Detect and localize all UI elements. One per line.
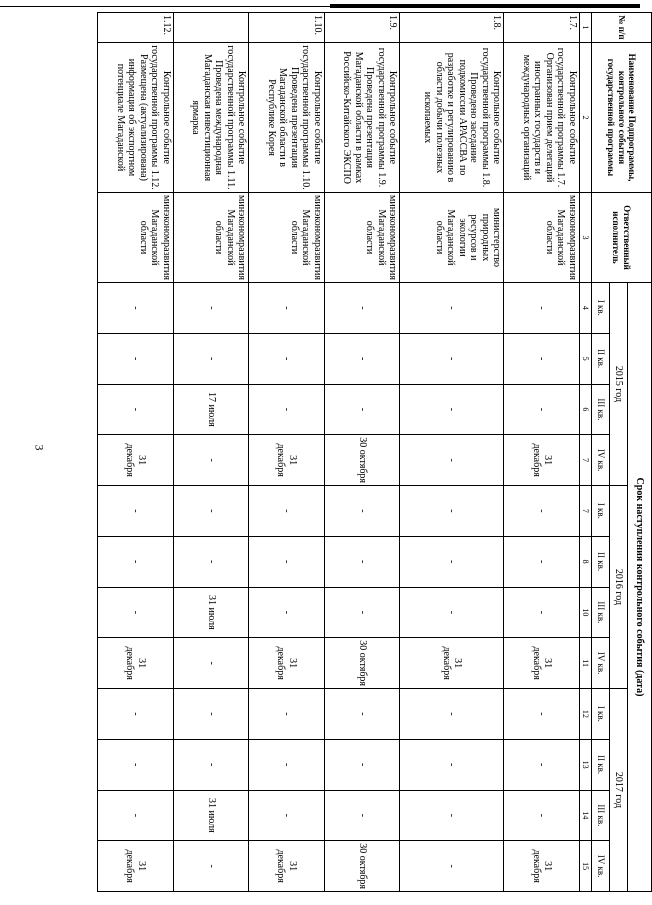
scan-mark — [330, 4, 640, 8]
quarter-date: - — [400, 486, 504, 537]
column-index: 13 — [579, 739, 591, 790]
header-quarter: II кв. — [592, 536, 610, 587]
quarter-date: - — [504, 333, 580, 384]
column-index: 2 — [579, 43, 591, 193]
quarter-date: - — [249, 283, 325, 334]
header-quarter: I кв. — [592, 689, 610, 740]
quarter-date: - — [98, 384, 174, 435]
column-index: 11 — [579, 638, 591, 689]
quarter-date: 17 июля — [173, 384, 249, 435]
executor: минэкономразвития Магаданской области — [173, 193, 249, 283]
quarter-date: - — [324, 333, 400, 384]
row-number: 1.7. — [504, 13, 580, 43]
column-index: 8 — [579, 536, 591, 587]
header-quarter: III кв. — [592, 587, 610, 638]
column-index: 14 — [579, 790, 591, 841]
quarter-date: - — [324, 486, 400, 537]
quarter-date: - — [98, 790, 174, 841]
quarter-date: 31 декабря — [98, 638, 174, 689]
event-name: Контрольное событие государственной программы 1.8. Проведено заседание подкомиссии АРАССВА по разработке и регулированию в области добычи полезных ископаемых — [400, 43, 504, 193]
quarter-date: - — [324, 283, 400, 334]
quarter-date: - — [504, 790, 580, 841]
header-quarter: I кв. — [592, 283, 610, 334]
quarter-date: - — [249, 587, 325, 638]
executor: минэкономразвития Магаданской области — [98, 193, 174, 283]
quarter-date: - — [173, 435, 249, 486]
quarter-date: - — [249, 689, 325, 740]
quarter-date: - — [400, 689, 504, 740]
page-number: 3 — [32, 444, 47, 451]
quarter-date: - — [324, 536, 400, 587]
header-quarter: IV кв. — [592, 841, 610, 892]
header-executor: Ответственный исполнитель — [592, 193, 652, 283]
quarter-date: - — [504, 689, 580, 740]
quarter-date: - — [98, 333, 174, 384]
quarter-date: 31 июля — [173, 790, 249, 841]
quarter-date: - — [249, 790, 325, 841]
quarter-date: - — [173, 536, 249, 587]
row-number: 1.12. — [98, 13, 174, 43]
quarter-date: - — [400, 790, 504, 841]
quarter-date: 30 октября — [324, 435, 400, 486]
quarter-date: 31 декабря — [504, 435, 580, 486]
quarter-date: - — [249, 384, 325, 435]
column-index: 1 — [579, 13, 591, 43]
table-row — [249, 13, 325, 892]
quarter-date: 31 декабря — [249, 841, 325, 892]
quarter-date: - — [98, 689, 174, 740]
table-row — [98, 13, 174, 892]
quarter-date: - — [504, 587, 580, 638]
quarter-date: 31 июля — [173, 587, 249, 638]
quarter-date: - — [504, 486, 580, 537]
quarter-date: - — [504, 739, 580, 790]
quarter-date: - — [400, 333, 504, 384]
header-year-2017: 2017 год — [610, 689, 628, 892]
column-index: 5 — [579, 333, 591, 384]
header-quarter: III кв. — [592, 790, 610, 841]
quarter-date: - — [400, 739, 504, 790]
column-index: 15 — [579, 841, 591, 892]
quarter-date: - — [173, 638, 249, 689]
quarter-date: - — [173, 689, 249, 740]
quarter-date: - — [324, 790, 400, 841]
column-index: 4 — [579, 283, 591, 334]
quarter-date: 30 октября — [324, 841, 400, 892]
quarter-date: - — [400, 435, 504, 486]
event-name: Контрольное событие государственной программы 1.12. Размещена (актуализирована) информация об экспортном потенциале Магаданской — [98, 43, 174, 193]
quarter-date: - — [173, 841, 249, 892]
quarter-date: - — [400, 384, 504, 435]
quarter-date: 31 декабря — [249, 638, 325, 689]
quarter-date: - — [504, 536, 580, 587]
quarter-date: 31 декабря — [249, 435, 325, 486]
index-header-row — [579, 13, 591, 892]
event-name: Контрольное событие государственной программы 1.11. Проведена международная Магаданская инвестиционная ярмарка — [173, 43, 249, 193]
quarter-date: - — [400, 283, 504, 334]
executor: минэкономразвития Магаданской области — [249, 193, 325, 283]
quarter-date: - — [400, 587, 504, 638]
quarter-date: - — [400, 841, 504, 892]
header-year-2015: 2015 год — [610, 283, 628, 486]
quarter-date: - — [173, 283, 249, 334]
quarter-date: 31 декабря — [504, 638, 580, 689]
executor: минэкономразвития Магаданской области — [504, 193, 580, 283]
quarter-date: - — [249, 333, 325, 384]
schedule-table — [97, 12, 652, 892]
quarter-date: - — [173, 333, 249, 384]
quarter-date: - — [249, 536, 325, 587]
column-index: 10 — [579, 587, 591, 638]
quarter-date: - — [98, 587, 174, 638]
event-name: Контрольное событие государственной программы 1.9. Проведена презентация Магаданской области в рамках Российско-Китайского ЭКСПО — [324, 43, 400, 193]
quarter-date: - — [98, 739, 174, 790]
header-num: № п/п — [592, 13, 652, 43]
quarter-date: - — [324, 384, 400, 435]
quarter-date: - — [98, 536, 174, 587]
header-quarter: IV кв. — [592, 435, 610, 486]
quarter-date: - — [173, 486, 249, 537]
quarter-date: - — [249, 486, 325, 537]
header-quarter: IV кв. — [592, 638, 610, 689]
quarter-date: 31 декабря — [98, 435, 174, 486]
table-row — [324, 13, 400, 892]
quarter-date: 31 декабря — [98, 841, 174, 892]
header-quarter: I кв. — [592, 486, 610, 537]
row-number: 1.8. — [400, 13, 504, 43]
event-name: Контрольное событие государственной программы 1.7. Организован прием делегаций иностранных государств и международных организаций — [504, 43, 580, 193]
header-quarter: II кв. — [592, 739, 610, 790]
table-row — [504, 13, 580, 892]
row-number: 1.10. — [249, 13, 325, 43]
rotated-table-wrapper — [97, 12, 652, 892]
quarter-date: - — [324, 689, 400, 740]
table-row — [173, 13, 249, 892]
table-body — [98, 13, 580, 892]
quarter-date: 30 октября — [324, 638, 400, 689]
quarter-date: 31 декабря — [504, 841, 580, 892]
header-name: Наименование Подпрограммы, контрольного события государственной программы — [592, 43, 652, 193]
event-name: Контрольное событие государственной программы 1.10. Проведена презентация Магаданской области в Республике Корея — [249, 43, 325, 193]
header-quarter: III кв. — [592, 384, 610, 435]
header-deadline: Срок наступления контрольного события (дата) — [628, 283, 652, 892]
quarter-date: - — [324, 587, 400, 638]
quarter-date: - — [98, 486, 174, 537]
quarter-date: - — [98, 283, 174, 334]
header-quarter: II кв. — [592, 333, 610, 384]
quarter-date: - — [173, 739, 249, 790]
quarter-date: - — [400, 536, 504, 587]
executor: министерство природных ресурсов и экологии Магаданской области — [400, 193, 504, 283]
row-number: 1.9. — [324, 13, 400, 43]
quarter-date: - — [504, 384, 580, 435]
column-index: 6 — [579, 384, 591, 435]
column-index: 3 — [579, 193, 591, 283]
quarter-date: - — [249, 739, 325, 790]
quarter-date: - — [324, 739, 400, 790]
column-index: 12 — [579, 689, 591, 740]
quarter-date: - — [504, 283, 580, 334]
column-index: 7 — [579, 486, 591, 537]
quarter-date: 31 декабря — [400, 638, 504, 689]
column-index: 7 — [579, 435, 591, 486]
header-year-2016: 2016 год — [610, 486, 628, 689]
executor: минэкономразвития Магаданской области — [324, 193, 400, 283]
row-number — [173, 13, 249, 43]
table-row — [400, 13, 504, 892]
